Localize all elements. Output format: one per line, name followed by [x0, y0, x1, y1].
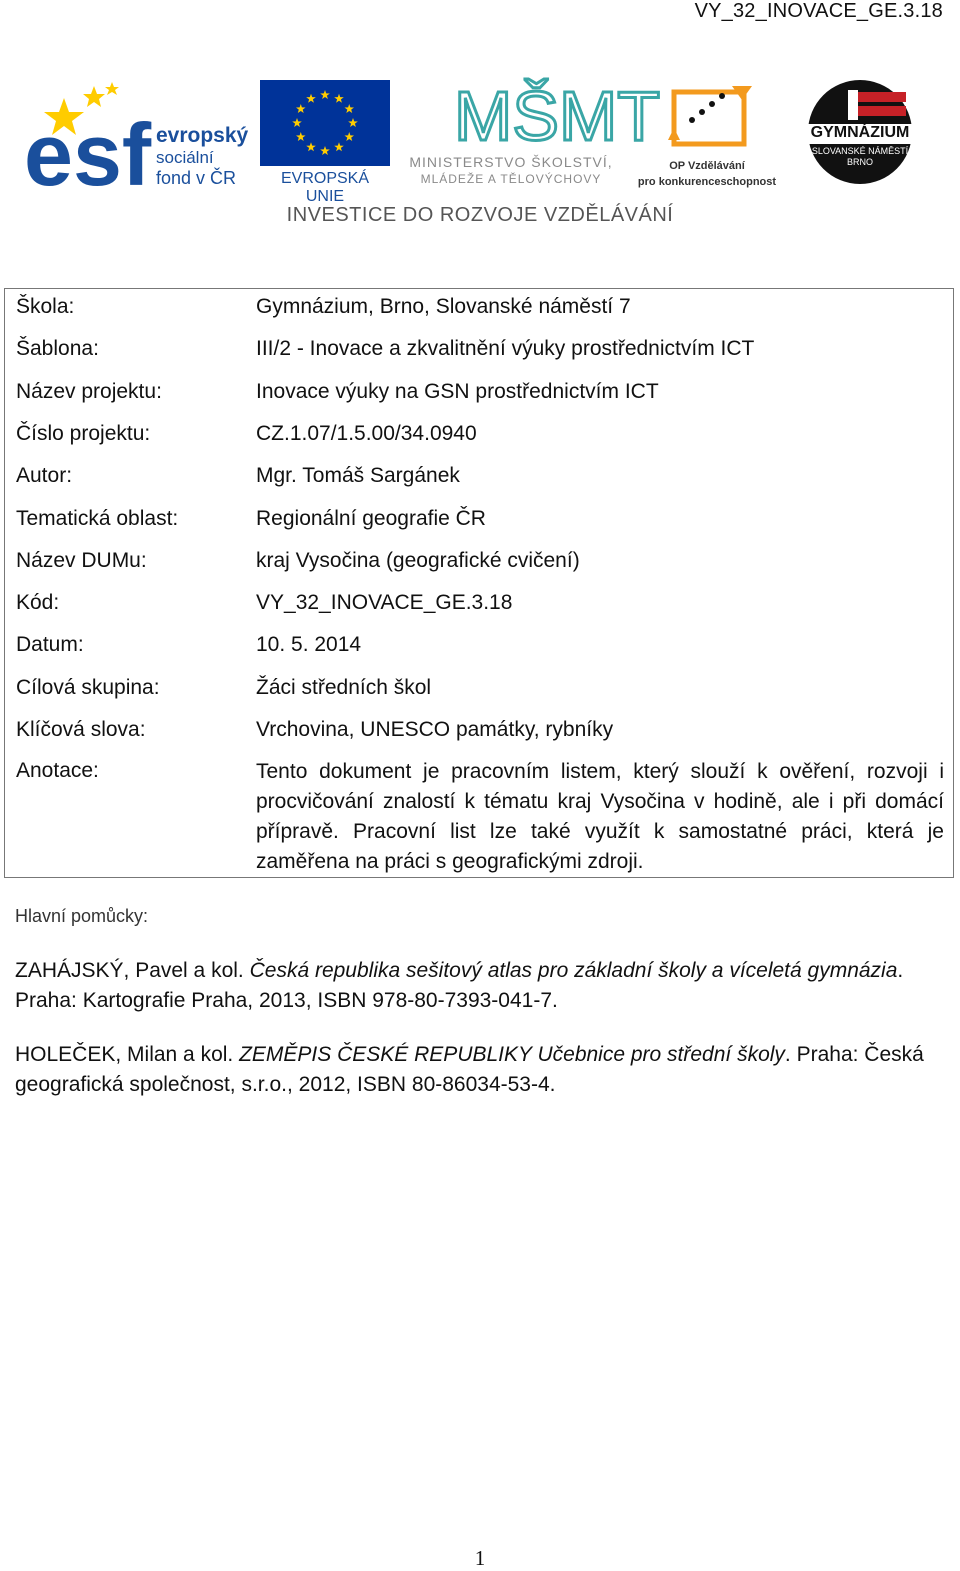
metadata-label: Název DUMu:: [16, 548, 147, 572]
metadata-value: 10. 5. 2014: [256, 633, 362, 657]
esf-line2: sociální: [156, 148, 214, 167]
eu-logo: [260, 80, 390, 205]
msmt-emblem-icon: [398, 76, 661, 155]
gymnazium-line1: SLOVANSKÉ NÁMĚSTÍ: [811, 146, 909, 156]
metadata-label: Název projektu:: [16, 379, 162, 403]
svg-text:MŠMT: MŠMT: [454, 77, 661, 155]
metadata-value: Žáci středních škol: [256, 675, 432, 699]
eu-flag-icon: [260, 80, 390, 166]
op-line1: OP Vzdělávání: [669, 160, 745, 172]
metadata-value: III/2 - Inovace a zkvalitnění výuky prostřednictvím ICT: [256, 337, 755, 361]
msmt-logo: [398, 76, 661, 191]
logo-bar: [24, 76, 936, 205]
metadata-value: Inovace výuky na GSN prostřednictvím ICT: [256, 379, 659, 403]
page-number: 1: [474, 1546, 486, 1570]
metadata-label: Šablona:: [16, 337, 99, 361]
gymnazium-title: GYMNÁZIUM: [810, 124, 910, 141]
metadata-label: Škola:: [16, 295, 75, 318]
metadata-value: Mgr. Tomáš Sargánek: [256, 464, 460, 488]
reference-1: [15, 956, 940, 1016]
investment-tagline: INVESTICE DO ROZVOJE VZDĚLÁVÁNÍ: [286, 204, 674, 226]
esf-line3: fond v ČR: [156, 168, 237, 188]
metadata-label: Klíčová slova:: [16, 718, 146, 741]
document-code: VY_32_INOVACE_GE.3.18: [694, 0, 943, 22]
metadata-value: Vrchovina, UNESCO památky, rybníky: [256, 718, 614, 741]
metadata-label: Číslo projektu:: [16, 421, 151, 445]
metadata-value: CZ.1.07/1.5.00/34.0940: [256, 421, 477, 445]
annotation-text: Tento dokument je pracovním listem, který slouží k ověření, rozvoji i procvičování znalostí k tématu kraj Vysočina v hodině, ale i při domácí přípravě. Pracovní list lze také využít k samostatné práci, která je zaměřena na práci s geografickými zdroji.: [256, 760, 944, 873]
gymnazium-line2: BRNO: [846, 157, 873, 167]
metadata-label: Cílová skupina:: [16, 675, 160, 699]
msmt-line2: MLÁDEŽE A TĚLOVÝCHOVY: [420, 172, 602, 186]
reference-2-title: ZEMĚPIS ČESKÉ REPUBLIKY Učebnice pro střední školy: [239, 1043, 785, 1066]
svg-text:esf: esf: [24, 105, 152, 204]
eu-caption: EVROPSKÁ UNIE: [280, 170, 370, 205]
op-emblem-icon: [632, 78, 782, 156]
metadata-label: Datum:: [16, 633, 84, 657]
msmt-line1: MINISTERSTVO ŠKOLSTVÍ,: [409, 154, 613, 170]
metadata-value: kraj Vysočina (geografické cvičení): [256, 548, 580, 572]
metadata-value: Regionální geografie ČR: [256, 506, 486, 530]
reference-1-rest: . Praha: Kartografie Praha, 2013, ISBN 978-80-7393-041-7.: [15, 959, 904, 1012]
reference-2: [15, 1040, 940, 1100]
op-line2: pro konkurenceschopnost: [637, 176, 777, 188]
metadata-value: Gymnázium, Brno, Slovanské náměstí 7: [256, 295, 631, 318]
annotation-label: Anotace:: [16, 759, 99, 782]
metadata-value: VY_32_INOVACE_GE.3.18: [256, 591, 513, 615]
gymnazium-logo: [798, 78, 922, 188]
op-logo: [632, 78, 782, 190]
reference-1-author: ZAHÁJSKÝ, Pavel a kol.: [15, 959, 250, 982]
metadata-label: Autor:: [16, 464, 73, 488]
metadata-label: Tematická oblast:: [16, 506, 179, 530]
esf-line1: evropský: [156, 124, 249, 147]
reference-1-title: Česká republika sešitový atlas pro základní školy a víceletá gymnázia: [249, 959, 898, 982]
reference-2-rest: . Praha: Česká geografická společnost, s.r.o., 2012, ISBN 80-86034-53-4.: [15, 1043, 924, 1096]
reference-2-author: HOLEČEK, Milan a kol.: [15, 1043, 240, 1066]
main-aids-label: Hlavní pomůcky:: [15, 906, 149, 926]
esf-logo: [24, 80, 249, 204]
metadata-label: Kód:: [16, 591, 60, 615]
metadata-table: [4, 288, 954, 878]
